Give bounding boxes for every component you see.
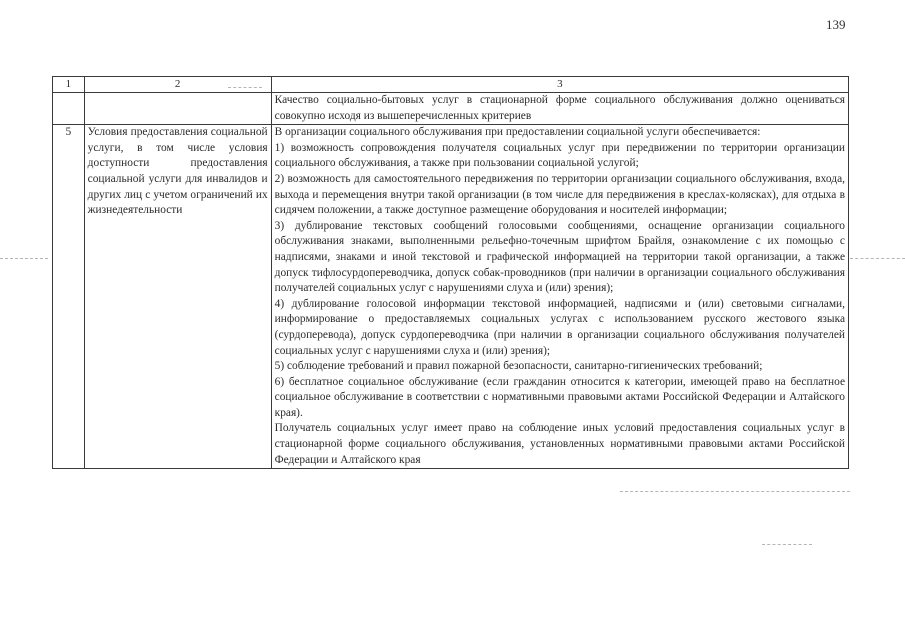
header-cell-1: 1 (53, 77, 85, 93)
service-conditions-paragraph: 2) возможность для самостоятельного передвижения по территории организации социального обслуживания, входа, выхода и перемещения внутри такой организации (в том числе для передвижения в креслах-колясках), для отдыха в сидячем положении, а также доступное размещение оборудования и носителей информации; (274, 172, 845, 217)
scan-artifact-line (620, 491, 850, 492)
service-name: Условия предоставления социальной услуги, в том числе условия доступности предоставления социальной услуги для инвалидов и других лиц с учетом ограничений их жизнедеятельности (84, 125, 271, 469)
row-continuation-text: Качество социально-бытовых услуг в стационарной форме социального обслуживания должно оцениваться совокупно исходя из вышеперечисленных критериев (271, 93, 848, 125)
service-conditions-paragraph: 5) соблюдение требований и правил пожарной безопасности, санитарно-гигиенических требований; (274, 360, 763, 373)
header-cell-2: 2 (84, 77, 271, 93)
service-conditions-paragraph: В организации социального обслуживания при предоставлении социальной услуги обеспечивается: (274, 126, 761, 139)
table-row (53, 125, 849, 469)
service-conditions-paragraph: Получатель социальных услуг имеет право на соблюдение иных условий предоставления социальных услуг в стационарной форме социального обслуживания, установленных нормативными правовыми актами Российской Федерации и Алтайского края (274, 422, 845, 466)
header-cell-3: 3 (271, 77, 848, 93)
scan-artifact-line (0, 258, 48, 259)
table-header-row (53, 77, 849, 93)
service-conditions-paragraph: 1) возможность сопровождения получателя социальных услуг при передвижении по территории организации социального обслуживания, а также при пользовании социальной услугой; (274, 141, 845, 170)
document-table (52, 76, 849, 469)
service-conditions (271, 125, 848, 469)
empty-cell (53, 93, 85, 125)
scan-artifact-line (762, 544, 812, 545)
scan-artifact-line (850, 258, 905, 259)
continuation-row (53, 93, 849, 125)
row-number: 5 (53, 125, 85, 469)
service-conditions-paragraph: 4) дублирование голосовой информации текстовой информацией, надписями и (или) световыми сигналами, информирование о предоставляемых социальных услугах с использованием русского жестового языка (сурдоперевода), допуск сурдопереводчика (при наличии в организации социального обслуживания получателей социальных услуг с нарушениями слуха и (или) зрения); (274, 297, 845, 357)
empty-cell (84, 93, 271, 125)
service-conditions-paragraph: 3) дублирование текстовых сообщений голосовыми сообщениями, оснащение организации социального обслуживания знаками, выполненными рельефно-точечным шрифтом Брайля, ознакомление с их помощью с надписями, знаками и иной текстовой и графической информацией на территории такой организации, а также допуск тифлосурдопереводчика, допуск собак-проводников (при наличии в организации социального обслуживания получателей социальных услуг с нарушениями слуха и (или) зрения); (274, 219, 845, 295)
page-number: 139 (826, 17, 846, 32)
service-conditions-paragraph: 6) бесплатное социальное обслуживание (если гражданин относится к категории, имеющей право на бесплатное социальное обслуживание в соответствии с нормативными правовыми актами Российской Федерации и Алтайского края). (274, 375, 845, 419)
